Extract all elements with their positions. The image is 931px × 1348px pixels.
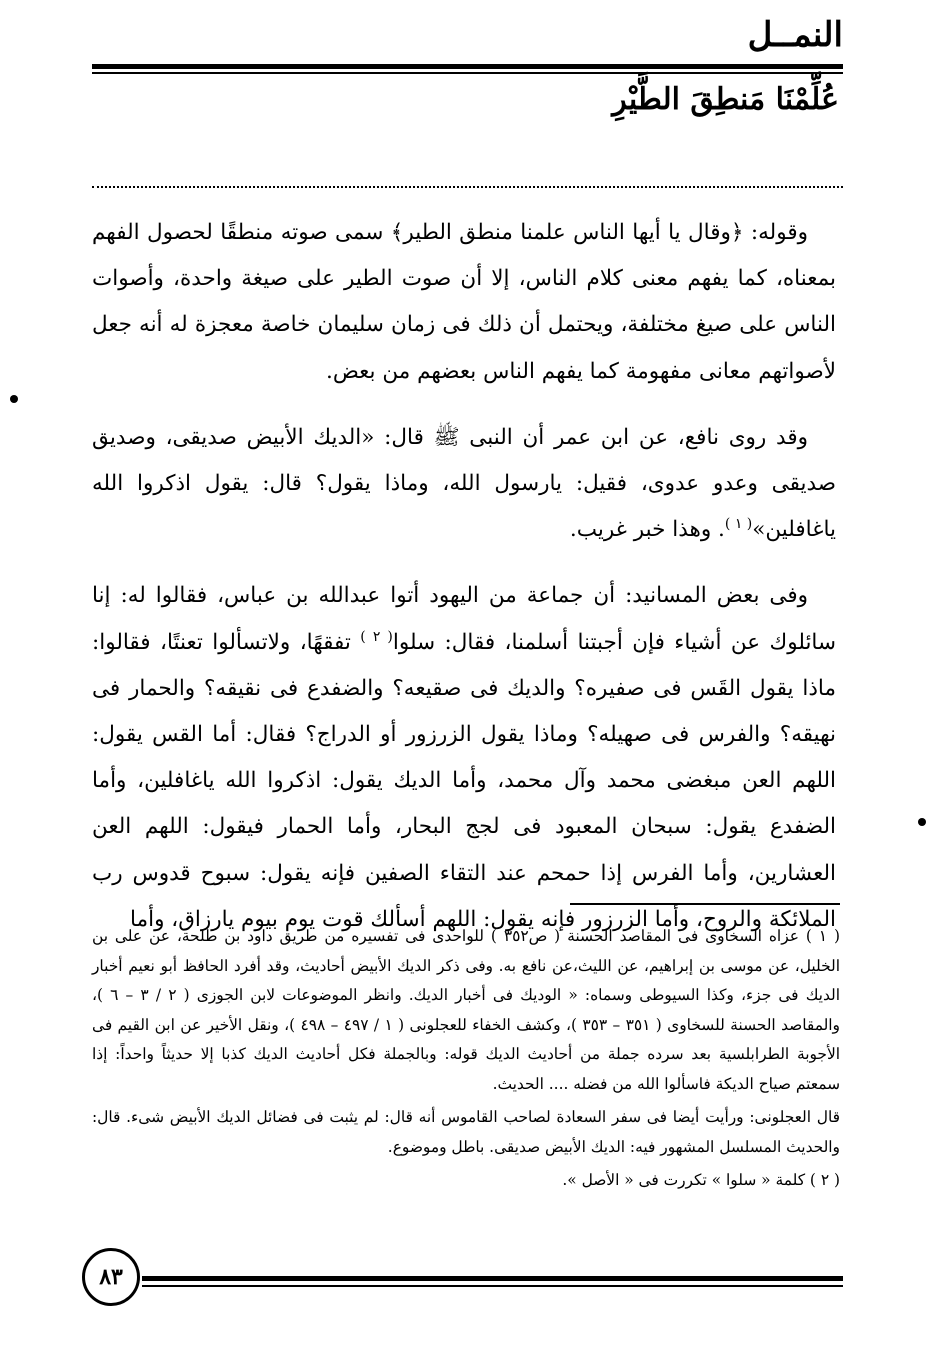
footnote-1: ( ١ ) عزاه السخاوى فى المقاصد الحسنة ( ص٣٥٢ ) للواحدى فى تفسيره من طريق داود بن طلحة، عن على بن الخليل، عن موسى بن إبراهيم، عن الليث،عن نافع به. وفى ذكر الديك الأبيض أحاديث، وقد أفرد الحافظ أبو نعيم أخبار الديك فى جزء، وكذا السيوطى وسماه: « الوديك فى أخبار الديك. وانظر الموضوعات لابن الجوزى ( ٢ / ٣ – ٦ )، والمقاصد الحسنة للسخاوى ( ٣٥١ – ٣٥٣ )، وكشف الخفاء للعجلونى ( ١ / ٤٩٧ – ٤٩٨ )، ونقل الأخير عن ابن القيم فى الأجوبة الطرابلسية بعد سرده جملة من أحاديث الديك قوله: وبالجملة فكل أحاديث الديك كذبا إلا حديثاً واحداً: إذا سمعتم صياح الديكة فاسألوا الله من فضله .... الحديث. <box>92 927 840 1093</box>
paragraph-1: وقوله: ﴿وقال يا أيها الناس علمنا منطق الطير﴾ سمى صوته منطقًا لحصول الفهم بمعناه، كما يفهم معنى كلام الناس، إلا أن صوت الطير على صيغة واحدة، وأصوات الناس على صيغ مختلفة، ويحتمل أن ذلك فى زمان سليمان خاصة معجزة له أنه جعل لأصواتهم معانى مفهومة كما يفهم الناس بعضهم من بعض. <box>92 220 836 384</box>
dotted-divider <box>92 186 843 188</box>
margin-dot-icon <box>918 818 926 826</box>
paragraph-3 <box>92 573 836 943</box>
footer-rule-thick <box>142 1276 843 1281</box>
header-rule-thick <box>92 64 843 69</box>
main-text <box>92 210 836 963</box>
paragraph-3-text: وفى بعض المسانيد: أن جماعة من اليهود أتوا عبدالله بن عباس، فقالوا له: إنا سائلوك عن أشياء فإن أجبتنا أسلمنا، فقال: سلوا <box>92 583 836 655</box>
footnotes <box>92 922 840 1200</box>
page-number: ٨٣ <box>82 1248 140 1306</box>
paragraph-2-tail: . وهذا خبر غريب. <box>569 517 725 543</box>
section-title: عُلِّمْنَا مَنطِقَ الطَّيْرِ <box>612 82 839 117</box>
footnote-ref-2: ( ٢ ) <box>360 628 393 645</box>
footnote-divider <box>570 903 840 905</box>
surah-name-header: النمــل <box>747 15 843 55</box>
footer-rule-thin <box>142 1285 843 1287</box>
paragraph-2 <box>92 415 836 554</box>
margin-dot-icon <box>10 395 18 403</box>
footnote-2: ( ٢ ) كلمة « سلوا » تكررت فى « الأصل ». <box>562 1171 840 1189</box>
footnote-1-continued: قال العجلونى: ورأيت أيضا فى سفر السعادة لصاحب القاموس أنه قال: لم يثبت فى فضائل الديك الأبيض شىء. قال: والحديث المسلسل المشهور فيه: الديك الأبيض صديقى. باطل وموضوع. <box>92 1108 840 1156</box>
paragraph-3-continued: تفقهًا، ولاتسألوا تعنتًا، فقالوا: ماذا يقول القَس فى صفيره؟ والديك فى صقيعه؟ والضفدع فى نقيقه؟ والحمار فى نهيقه؟ والفرس فى صهيله؟ وماذا يقول الزرزور أو الدراج؟ فقال: أما القس يقول: اللهم العن مبغضى محمد وآل محمد، وأما الديك يقول: اذكروا الله ياغافلين، وأما الضفدع يقول: سبحان المعبود فى لجج البحار، وأما الحمار فيقول: اللهم العن العشارين، وأما الفرس إذا حمحم عند التقاء الصفين فإنه يقول: سبوح قدوس رب الملائكة والروح، وأما الزرزور فإنه يقول: اللهم أسألك قوت يوم بيوم يارزاق، وأما <box>92 629 836 932</box>
header-rule-thin <box>92 72 843 74</box>
paragraph-2-text: وقد روى نافع، عن ابن عمر أن النبى ﷺ قال: «الديك الأبيض صديقى، وصديق صديقى وعدو عدوى، فقيل: يارسول الله، وماذا يقول؟ قال: يقول اذكروا الله ياغافلين» <box>92 424 836 543</box>
footnote-ref-1: ( ١ ) <box>724 516 753 533</box>
